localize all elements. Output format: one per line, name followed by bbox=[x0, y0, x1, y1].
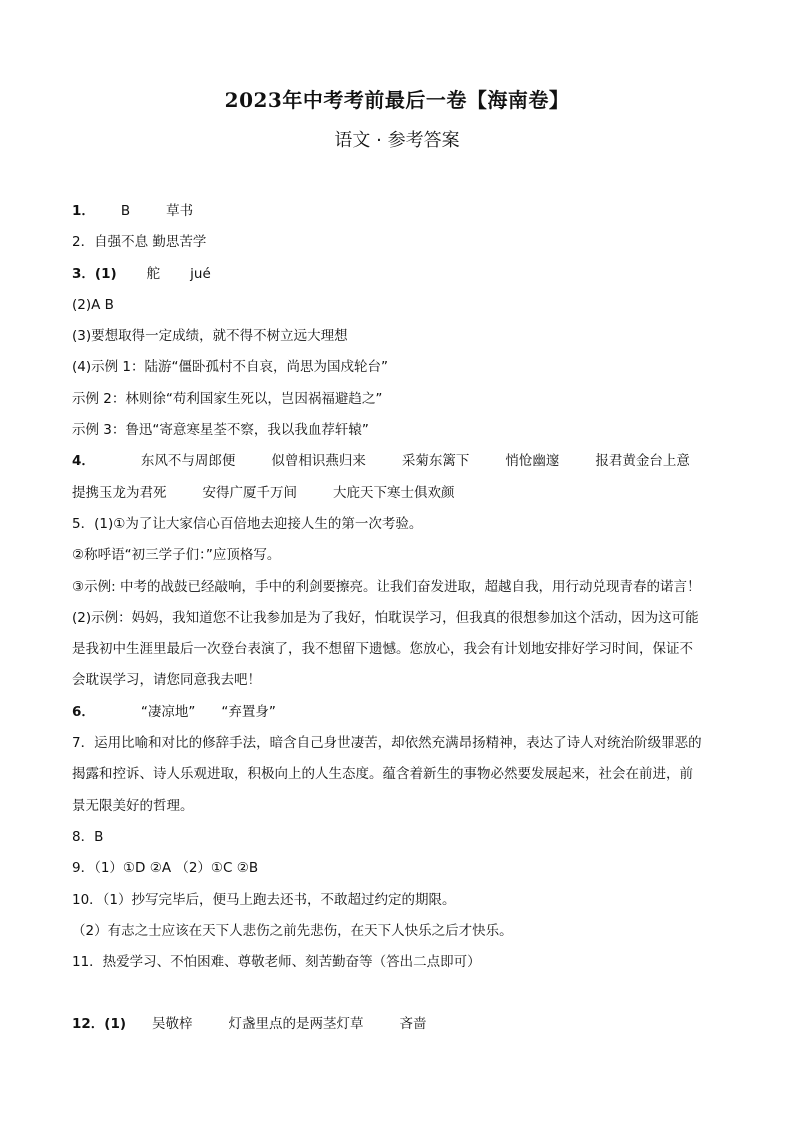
answer-1: 1． B 草书 bbox=[72, 203, 194, 219]
answer-7c: 景无限美好的哲理。 bbox=[72, 797, 194, 814]
page-subtitle: 语文 · 参考答案 bbox=[334, 130, 460, 151]
answer-10a: 10．（1）抄写完毕后，便马上跑去还书，不敢超过约定的期限。 bbox=[72, 891, 456, 908]
answer-11: 11．热爱学习、不怕困难、尊敬老师、刻苦勤奋等（答出二点即可） bbox=[72, 954, 481, 971]
answer-3: 3．(1) 舵 jué bbox=[72, 265, 211, 282]
answer-12: 12．(1) 吴敬梓 灯盏里点的是两茎灯草 吝啬 bbox=[72, 1016, 427, 1033]
answer-5-2: ②称呼语“初三学子们：”应顶格写。 bbox=[72, 547, 281, 564]
spacer bbox=[72, 978, 732, 1009]
answer-9: 9．（1）①D ②A （2）①C ②B bbox=[72, 860, 259, 877]
answer-list bbox=[72, 196, 732, 1041]
answer-2: 2．自强不息 勤思苦学 bbox=[72, 234, 207, 251]
answer-3-4a: (4)示例 1：陆游“僵卧孤村不自哀，尚思为国戍轮台” bbox=[72, 359, 388, 376]
answer-4: 4． 东风不与周郎便 似曾相识燕归来 采菊东篱下 悄怆幽邃 报君黄金台上意 bbox=[72, 453, 690, 470]
answer-5-4b: 是我初中生涯里最后一次登台表演了，我不想留下遗憾。您放心，我会有计划地安排好学习时间，保证不 bbox=[72, 641, 693, 658]
answer-5-1: 5．(1)①为了让大家信心百倍地去迎接人生的第一次考验。 bbox=[72, 515, 423, 532]
answer-10b: （2）有志之士应该在天下人悲伤之前先悲伤，在天下人快乐之后才快乐。 bbox=[72, 922, 513, 939]
answer-7b: 揭露和控诉、诗人乐观进取，积极向上的人生态度。蕴含着新生的事物必然要发展起来，社会在前进，前 bbox=[72, 766, 693, 783]
answer-7a: 7．运用比喻和对比的修辞手法，暗含自己身世凄苦，却依然充满昂扬精神，表达了诗人对统治阶级罪恶的 bbox=[72, 735, 702, 752]
page-title: 2023年中考考前最后一卷【海南卷】 bbox=[224, 88, 570, 112]
answer-5-4c: 会耽误学习，请您同意我去吧！ bbox=[72, 672, 261, 689]
answer-3-2: (2)A B bbox=[72, 296, 114, 313]
answer-3-4c: 示例 3：鲁迅“寄意寒星荃不察，我以我血荐轩辕” bbox=[72, 422, 369, 439]
answer-5-3: ③示例: 中考的战鼓已经敲响，手中的利剑要擦亮。让我们奋发进取，超越自我，用行动兑现青春的诺言！ bbox=[72, 578, 701, 595]
answer-3-4b: 示例 2：林则徐“苟利国家生死以，岂因祸福避趋之” bbox=[72, 390, 383, 407]
answer-5-4a: (2)示例：妈妈，我知道您不让我参加是为了我好，怕耽误学习，但我真的很想参加这个活动，因为这可能 bbox=[72, 609, 699, 626]
answer-8: 8．B bbox=[72, 828, 104, 845]
answer-4b: 提携玉龙为君死 安得广厦千万间 大庇天下寒士俱欢颜 bbox=[72, 484, 455, 501]
answer-3-3: (3)要想取得一定成绩，就不得不树立远大理想 bbox=[72, 328, 348, 345]
answer-6: 6． “凄凉地” “弃置身” bbox=[72, 703, 276, 720]
